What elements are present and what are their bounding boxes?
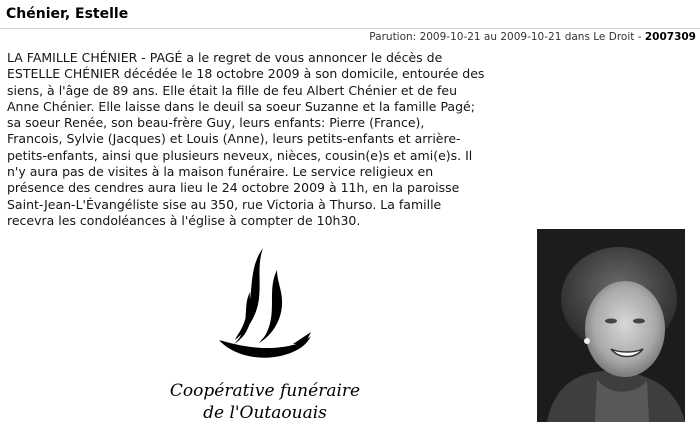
obituary-line: LA FAMILLE CHÉNIER - PAGÉ a le regret de vous annoncer le décès de [7, 50, 443, 65]
funeral-home-name-line1: Coopérative funéraire [169, 381, 361, 401]
title-divider [0, 28, 700, 29]
obituary-line: recevra les condoléances à l'église à compter de 10h30. [7, 212, 361, 228]
obituary-line: n'y aura pas de visites à la maison funéraire. Le service religieux en [7, 164, 434, 180]
parution-id: 2007309 [644, 31, 696, 43]
parution-info [369, 31, 696, 43]
obituary-text [7, 50, 695, 229]
deceased-portrait-photo [537, 229, 685, 422]
funeral-home-name-line2: de l'Outaouais [203, 403, 327, 423]
obituary-line: sa soeur Renée, son beau-frère Guy, leurs enfants: Pierre (France), [7, 115, 425, 131]
flame-dove-logo-icon [215, 240, 315, 375]
obituary-line: ESTELLE CHÉNIER décédée le 18 octobre 2009 à son domicile, entourée des [7, 66, 485, 82]
obituary-line: siens, à l'âge de 89 ans. Elle était la fille de feu Albert Chénier et de feu [7, 82, 458, 98]
obituary-line: Francois, Sylvie (Jacques) et Louis (Anne), leurs petits-enfants et arrière- [7, 131, 461, 147]
obituary-line: petits-enfants, ainsi que plusieurs neveux, nièces, cousin(e)s et ami(e)s. Il [7, 147, 473, 163]
page-title: Chénier, Estelle [6, 6, 129, 22]
parution-label: Parution: [369, 31, 417, 43]
obituary-line: Anne Chénier. Elle laisse dans le deuil sa soeur Suzanne et la famille Pagé; [7, 98, 475, 114]
funeral-home-name [150, 380, 380, 424]
obituary-line: présence des cendres aura lieu le 24 octobre 2009 à 11h, en la paroisse [7, 180, 460, 196]
parution-range: 2009-10-21 au 2009-10-21 dans Le Droit - [419, 31, 642, 43]
obituary-line: Saint-Jean-L'Évangéliste sise au 350, rue Victoria à Thurso. La famille [7, 196, 442, 212]
